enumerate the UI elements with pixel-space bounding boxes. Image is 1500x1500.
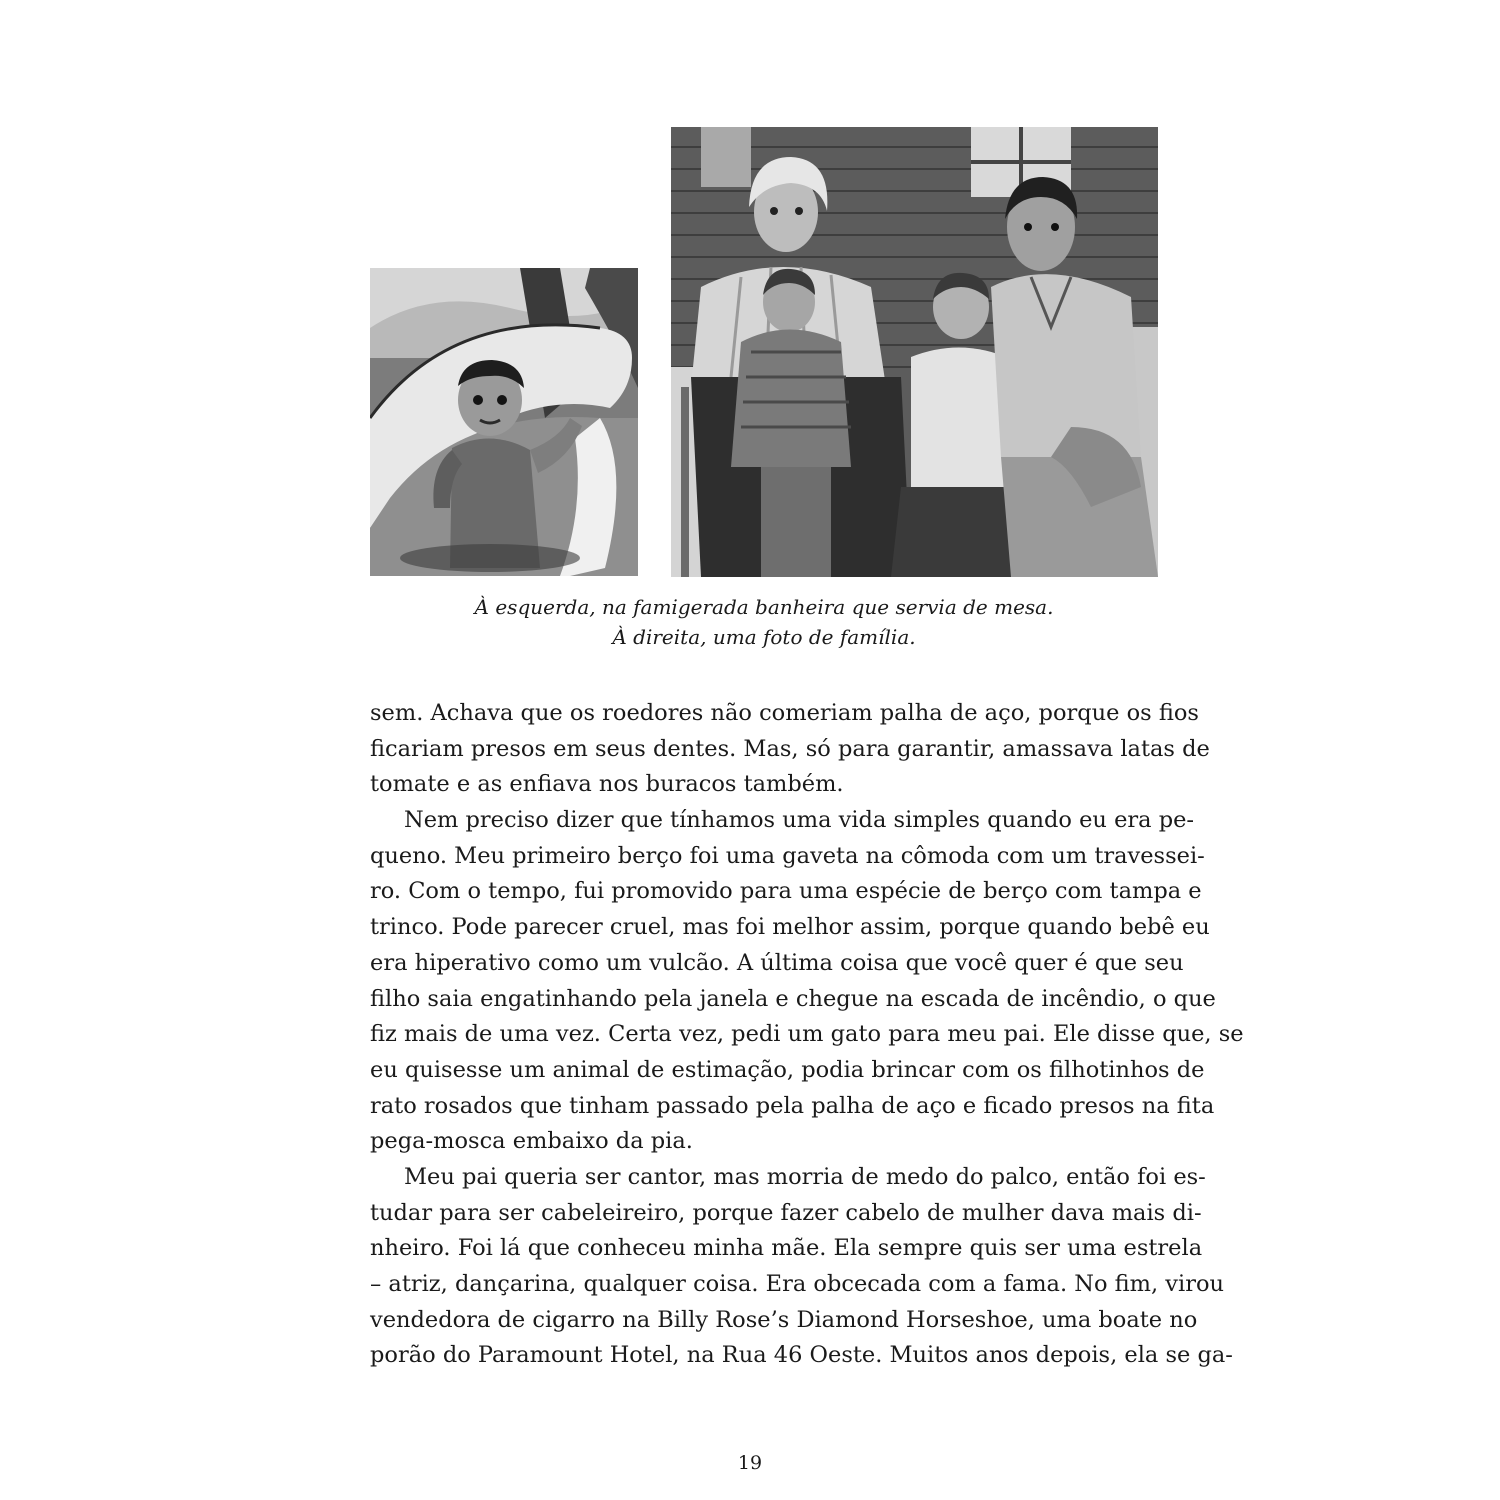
text-line: era hiperativo como um vulcão. A última coisa que você quer é que seu xyxy=(370,949,1184,976)
text-line: trinco. Pode parecer cruel, mas foi melhor assim, porque quando bebê eu xyxy=(370,914,1210,941)
text-line: Meu pai queria ser cantor, mas morria de medo do palco, então foi es- xyxy=(404,1163,1206,1190)
text-line: porão do Paramount Hotel, na Rua 46 Oeste. Muitos anos depois, ela se ga- xyxy=(370,1342,1233,1369)
page-number: 19 xyxy=(737,1452,763,1474)
text-line: sem. Achava que os roedores não comeriam palha de aço, porque os fios xyxy=(370,700,1199,726)
text-line: ro. Com o tempo, fui promovido para uma espécie de berço com tampa e xyxy=(370,878,1202,905)
paragraph-2 xyxy=(370,803,1244,1160)
body-text xyxy=(370,696,1244,1374)
text-line: Nem preciso dizer que tínhamos uma vida simples quando eu era pe- xyxy=(404,807,1195,834)
paragraph-1 xyxy=(370,696,1210,803)
caption-line-1: À esquerda, na famigerada banheira que servia de mesa. xyxy=(474,595,1054,619)
bathtub-photo-image xyxy=(370,268,638,576)
text-line: rato rosados que tinham passado pela palha de aço e ficado presos na fita xyxy=(370,1092,1215,1119)
text-line: ficariam presos em seus dentes. Mas, só para garantir, amassava latas de xyxy=(370,735,1210,762)
text-line: queno. Meu primeiro berço foi uma gaveta na cômoda com um travessei- xyxy=(370,842,1205,869)
text-line: – atriz, dançarina, qualquer coisa. Era obcecada com a fama. No fim, virou xyxy=(370,1271,1225,1297)
text-line: pega-mosca embaixo da pia. xyxy=(370,1128,693,1155)
text-line: filho saia engatinhando pela janela e chegue na escada de incêndio, o que xyxy=(370,985,1216,1012)
text-line: eu quisesse um animal de estimação, podia brincar com os filhotinhos de xyxy=(370,1056,1205,1083)
text-line: vendedora de cigarro na Billy Rose’s Diamond Horseshoe, uma boate no xyxy=(370,1306,1198,1333)
family-photo xyxy=(671,127,1158,577)
family-photo-image xyxy=(671,127,1158,577)
text-line: tomate e as enfiava nos buracos também. xyxy=(370,771,844,798)
text-line: tudar para ser cabeleireiro, porque fazer cabelo de mulher dava mais di- xyxy=(370,1199,1202,1226)
figure-caption xyxy=(370,592,1158,652)
caption-line-2: À direita, uma foto de família. xyxy=(612,625,916,649)
text-line: fiz mais de uma vez. Certa vez, pedi um gato para meu pai. Ele disse que, se xyxy=(370,1021,1244,1048)
text-line: nheiro. Foi lá que conheceu minha mãe. Ela sempre quis ser uma estrela xyxy=(370,1235,1203,1262)
paragraph-3 xyxy=(370,1160,1233,1374)
bathtub-photo xyxy=(370,268,638,576)
